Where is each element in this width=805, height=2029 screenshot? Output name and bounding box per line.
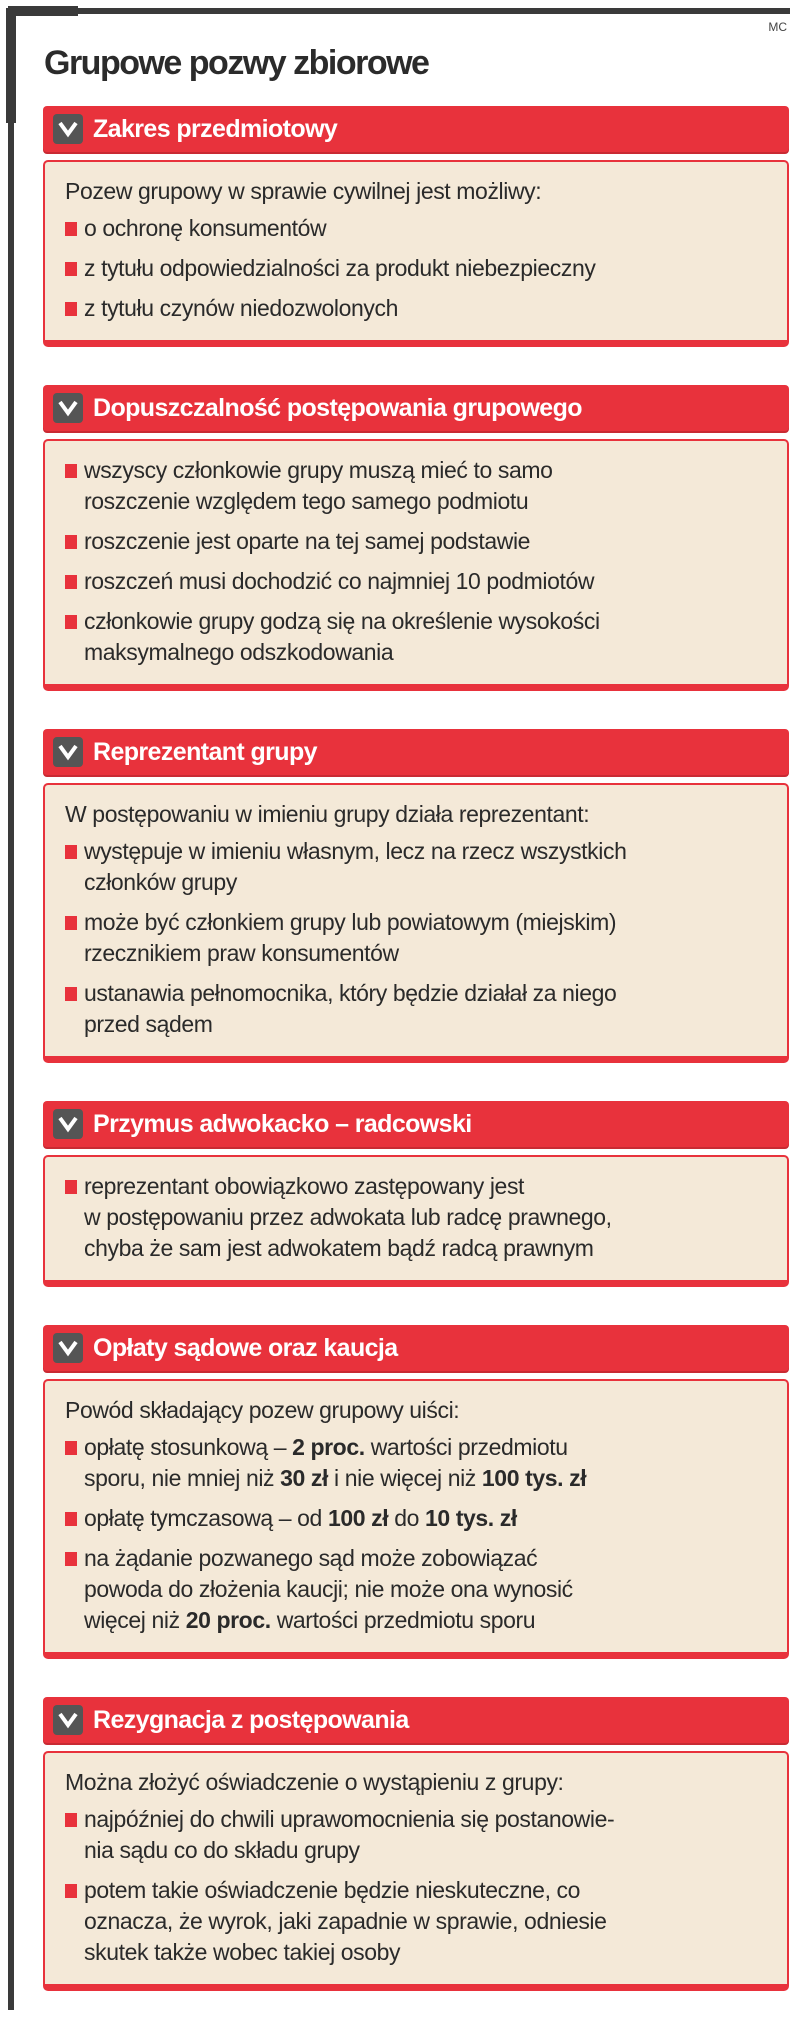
text-segment: reprezentant obowiązkowo zastępowany jest w postępowaniu przez adwokata lub radcę prawnego, chyba że sam jest adwokatem bądź radcą prawnym — [84, 1173, 612, 1261]
bold-value: 2 proc. — [292, 1434, 365, 1460]
bullet-square-icon — [65, 535, 77, 549]
section-4 — [43, 1101, 789, 1287]
credit: MC — [768, 20, 787, 34]
section-header[interactable] — [43, 1101, 789, 1147]
list-item — [65, 455, 771, 517]
list-item-text — [84, 1432, 586, 1494]
chevron-down-icon[interactable] — [53, 737, 83, 767]
section-2 — [43, 385, 789, 691]
section-heading: Opłaty sądowe oraz kaucja — [93, 1333, 398, 1362]
bold-value: 20 proc. — [185, 1607, 271, 1633]
bold-value: 100 zł — [327, 1505, 389, 1531]
bold-value: 100 tys. zł — [481, 1465, 587, 1491]
list-item — [65, 526, 771, 557]
bullet-square-icon — [65, 1884, 77, 1898]
list-item — [65, 1432, 771, 1494]
list-item-text — [84, 455, 553, 517]
bullet-square-icon — [65, 987, 77, 1001]
text-segment: o ochronę konsumentów — [84, 215, 327, 241]
text-segment: wszyscy członkowie grupy muszą mieć to samo roszczenie względem tego samego podmiotu — [84, 457, 553, 514]
list-item-text — [84, 606, 600, 668]
bullet-square-icon — [65, 1552, 77, 1566]
text-segment: członkowie grupy godzą się na określenie wysokości maksymalnego odszkodowania — [84, 608, 600, 665]
bullet-square-icon — [65, 1441, 77, 1455]
list-item — [65, 1503, 771, 1534]
section-body — [43, 783, 789, 1063]
section-intro: Powód składający pozew grupowy uiści: — [65, 1397, 460, 1423]
list-item-text — [84, 253, 595, 284]
text-segment: opłatę tymczasową – od — [84, 1505, 328, 1531]
list-item-text — [84, 1543, 573, 1636]
text-segment: opłatę stosunkową – — [84, 1434, 293, 1460]
text-segment: najpóźniej do chwili uprawomocnienia się postanowie- nia sądu co do składu grupy — [84, 1806, 615, 1863]
text-segment: na żądanie pozwanego sąd może zobowiązać powoda do złożenia kaucji; nie może ona wynosić więcej niż — [84, 1545, 573, 1633]
section-intro: W postępowaniu w imieniu grupy działa reprezentant: — [65, 801, 590, 827]
section-body — [43, 1379, 789, 1659]
bullet-square-icon — [65, 222, 77, 236]
list-item-text — [84, 1171, 612, 1264]
list-item-text — [84, 978, 616, 1040]
list-item — [65, 1543, 771, 1636]
chevron-down-icon[interactable] — [53, 1705, 83, 1735]
text-segment: wartości przedmiotu sporu — [270, 1607, 536, 1633]
left-rule — [8, 8, 14, 2010]
list-item — [65, 1804, 771, 1866]
text-segment: i nie więcej niż — [328, 1465, 482, 1491]
text-segment: roszczenie jest oparte na tej samej podstawie — [84, 528, 531, 554]
list-item-text — [84, 1503, 517, 1534]
list-item-text — [84, 907, 616, 969]
list-item-text — [84, 293, 398, 324]
list-item — [65, 1875, 771, 1968]
section-1 — [43, 106, 789, 347]
section-header[interactable] — [43, 1325, 789, 1371]
bullet-square-icon — [65, 575, 77, 589]
bullet-square-icon — [65, 845, 77, 859]
chevron-down-icon[interactable] — [53, 393, 83, 423]
bullet-square-icon — [65, 464, 77, 478]
section-header[interactable] — [43, 106, 789, 152]
list-item-text — [84, 526, 530, 557]
section-heading: Reprezentant grupy — [93, 737, 317, 766]
text-segment: do — [388, 1505, 425, 1531]
section-6 — [43, 1697, 789, 1991]
list-item-text — [84, 213, 326, 244]
bold-value: 30 zł — [280, 1465, 329, 1491]
text-segment: może być członkiem grupy lub powiatowym (miejskim) rzecznikiem praw konsumentów — [84, 909, 617, 966]
bullet-square-icon — [65, 916, 77, 930]
section-header[interactable] — [43, 1697, 789, 1743]
text-segment: roszczeń musi dochodzić co najmniej 10 podmiotów — [84, 568, 595, 594]
list-item — [65, 836, 771, 898]
text-segment: występuje w imieniu własnym, lecz na rzecz wszystkich członków grupy — [84, 838, 627, 895]
page-title: Grupowe pozwy zbiorowe — [44, 44, 429, 82]
text-segment: potem takie oświadczenie będzie nieskuteczne, co oznacza, że wyrok, jaki zapadnie w sprawie, odniesie skutek także wobec takiej osoby — [84, 1877, 607, 1965]
text-segment: ustanawia pełnomocnika, który będzie działał za niego przed sądem — [84, 980, 617, 1037]
list-item-text — [84, 1875, 607, 1968]
text-segment: wartości przedmiotu sporu, nie mniej niż — [84, 1434, 568, 1491]
section-heading: Zakres przedmiotowy — [93, 114, 338, 143]
bullet-square-icon — [65, 1813, 77, 1827]
section-3 — [43, 729, 789, 1063]
list-item-text — [84, 1804, 614, 1866]
list-item-text — [84, 566, 594, 597]
top-rule-accent — [8, 6, 78, 16]
chevron-down-icon[interactable] — [53, 1109, 83, 1139]
bullet-square-icon — [65, 1512, 77, 1526]
section-intro: Można złożyć oświadczenie o wystąpieniu z grupy: — [65, 1769, 564, 1795]
bullet-square-icon — [65, 615, 77, 629]
section-header[interactable] — [43, 385, 789, 431]
list-item — [65, 978, 771, 1040]
top-rule — [10, 8, 790, 14]
list-item — [65, 566, 771, 597]
section-5 — [43, 1325, 789, 1659]
section-header[interactable] — [43, 729, 789, 775]
list-item — [65, 293, 771, 324]
text-segment: z tytułu czynów niedozwolonych — [84, 295, 398, 321]
left-rule-accent — [6, 8, 16, 123]
section-body — [43, 1751, 789, 1991]
section-body — [43, 1155, 789, 1287]
section-heading: Rezygnacja z postępowania — [93, 1705, 409, 1734]
bold-value: 10 tys. zł — [424, 1505, 517, 1531]
section-heading: Przymus adwokacko – radcowski — [93, 1109, 472, 1138]
sections-list — [43, 106, 789, 2029]
section-heading: Dopuszczalność postępowania grupowego — [93, 393, 582, 422]
list-item — [65, 606, 771, 668]
chevron-down-icon[interactable] — [53, 1333, 83, 1363]
list-item — [65, 253, 771, 284]
list-item-text — [84, 836, 626, 898]
list-item — [65, 213, 771, 244]
chevron-down-icon[interactable] — [53, 114, 83, 144]
list-item — [65, 1171, 771, 1264]
text-segment: z tytułu odpowiedzialności za produkt niebezpieczny — [84, 255, 596, 281]
bullet-square-icon — [65, 302, 77, 316]
bullet-square-icon — [65, 1180, 77, 1194]
section-body — [43, 160, 789, 347]
section-body — [43, 439, 789, 691]
bullet-square-icon — [65, 262, 77, 276]
list-item — [65, 907, 771, 969]
section-intro: Pozew grupowy w sprawie cywilnej jest możliwy: — [65, 178, 542, 204]
